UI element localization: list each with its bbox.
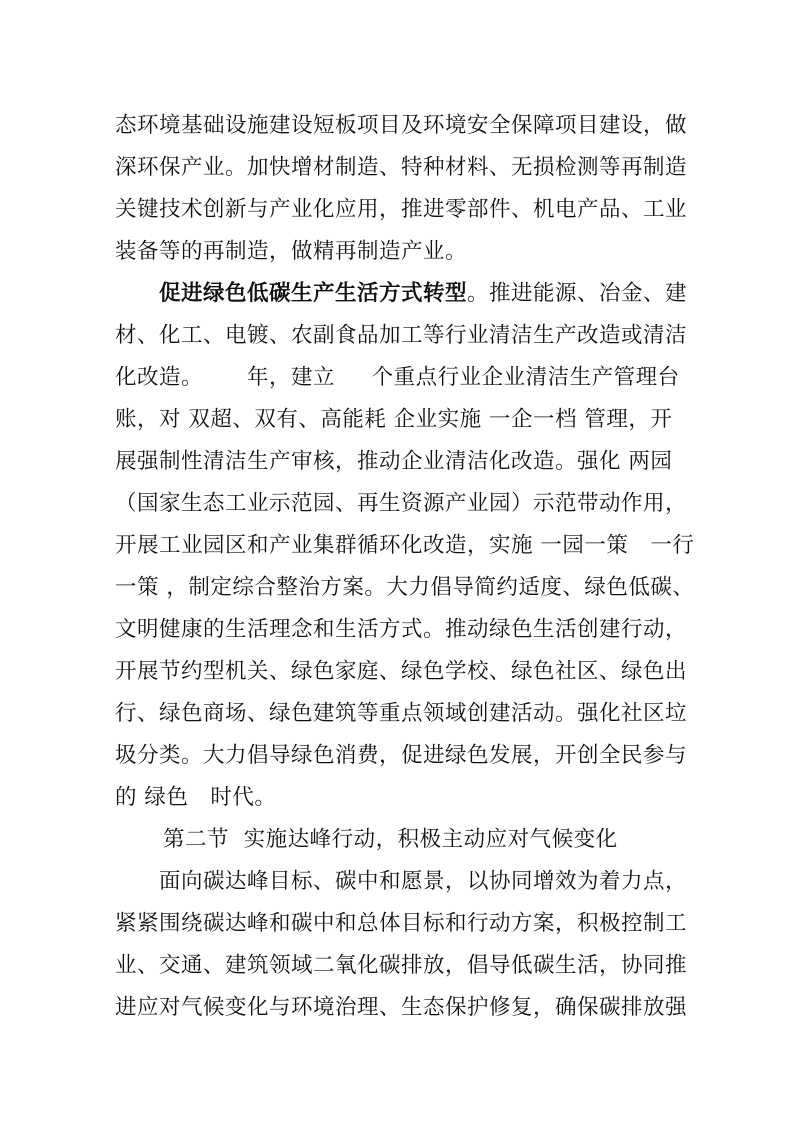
paragraph-line: 面向碳达峰目标、碳中和愿景，以协同增效为着力点， — [159, 869, 688, 894]
paragraph-line: 行、绿色商场、绿色建筑等重点领域创建活动。强化社区垃 — [115, 701, 688, 726]
paragraph-line: 展强制性清洁生产审核，推动企业清洁化改造。强化 两园 — [115, 449, 673, 474]
paragraph-line: 进应对气候变化与环境治理、生态保护修复，确保碳排放强 — [115, 995, 688, 1020]
paragraph-line: 文明健康的生活理念和生活方式。推动绿色生活创建行动， — [115, 617, 688, 642]
paragraph-text: 。推进能源、冶金、建 — [467, 281, 688, 306]
paragraph-line: 材、化工、电镀、农副食品加工等行业清洁生产改造或清洁 — [115, 323, 688, 348]
paragraph-line: 圾分类。大力倡导绿色消费，促进绿色发展，开创全民参与 — [115, 743, 688, 768]
paragraph-line: 开展节约型机关、绿色家庭、绿色学校、绿色社区、绿色出 — [115, 659, 688, 684]
paragraph-line: 开展工业园区和产业集群循环化改造，实施 一园一策 一行 — [115, 533, 695, 558]
paragraph-line: 深环保产业。加快增材制造、特种材料、无损检测等再制造 — [115, 155, 688, 180]
paragraph-line: 紧紧围绕碳达峰和碳中和总体目标和行动方案，积极控制工 — [115, 911, 688, 936]
paragraph-heading: 促进绿色低碳生产生活方式转型 — [159, 281, 468, 306]
paragraph-line: 业、交通、建筑领域二氧化碳排放，倡导低碳生活，协同推 — [115, 953, 688, 978]
paragraph-line: 账，对 双超、双有、高能耗 企业实施 一企一档 管理，开 — [115, 407, 673, 432]
paragraph-line: 的 绿色 时代。 — [115, 785, 277, 810]
paragraph-line: 一策 ，制定综合整治方案。大力倡导简约适度、绿色低碳、 — [115, 575, 695, 600]
paragraph-line: 关键技术创新与产业化应用，推进零部件、机电产品、工业 — [115, 197, 688, 222]
paragraph-line: （国家生态工业示范园、再生资源产业园）示范带动作用， — [115, 491, 688, 516]
paragraph-line — [159, 280, 688, 308]
paragraph-line: 态环境基础设施建设短板项目及环境安全保障项目建设，做 — [115, 113, 688, 138]
section-title: 第二节 实施达峰行动，积极主动应对气候变化 — [163, 827, 618, 852]
paragraph-line: 装备等的再制造，做精再制造产业。 — [115, 239, 468, 264]
paragraph-line: 化改造。 年，建立 个重点行业企业清洁生产管理台 — [115, 365, 680, 390]
